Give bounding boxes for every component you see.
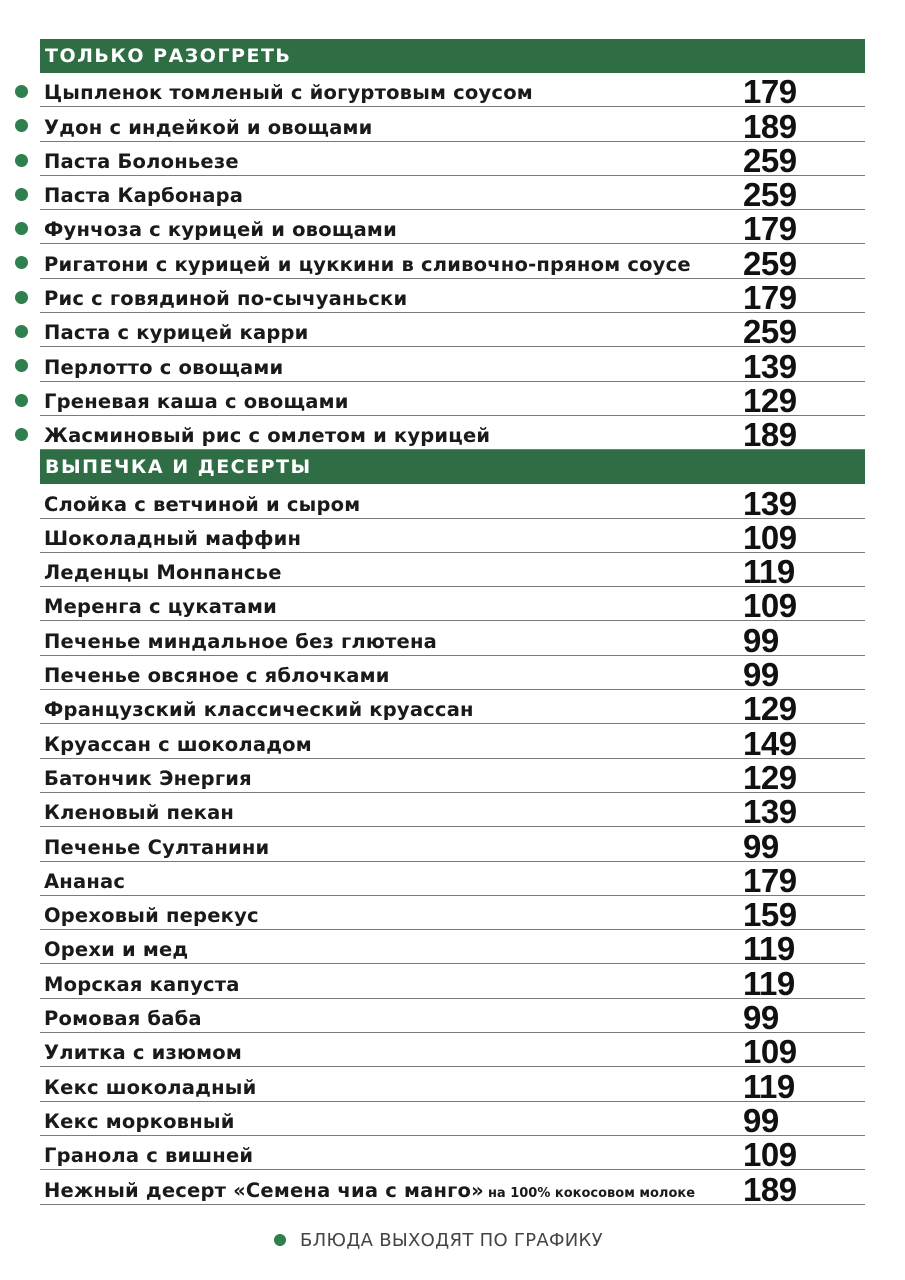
item-name-text: Кекс морковный (44, 1109, 235, 1133)
footer-text: БЛЮДА ВЫХОДЯТ ПО ГРАФИКУ (300, 1229, 603, 1251)
menu-item-row (40, 1170, 865, 1208)
menu-item-row (40, 210, 865, 248)
item-price: 149 (743, 724, 797, 762)
item-name (44, 321, 309, 344)
item-name-text: Орехи и мед (44, 938, 189, 962)
menu-item-row (40, 107, 865, 145)
menu-item-row (40, 553, 865, 591)
item-name-text: Кленовый пекан (44, 801, 235, 825)
menu-item-row (40, 416, 865, 454)
menu-item-row (40, 484, 865, 522)
item-name (44, 287, 407, 310)
item-name-text: Печенье овсяное с яблочками (44, 664, 390, 688)
menu-item-row (40, 587, 865, 625)
item-name (44, 973, 240, 996)
item-name-text: Батончик Энергия (44, 766, 252, 790)
schedule-dot-icon (15, 325, 28, 338)
item-name (44, 801, 234, 824)
menu-item-row (40, 930, 865, 968)
schedule-dot-icon (15, 291, 28, 304)
item-name-text: Печенье Султанини (44, 835, 270, 859)
item-price: 189 (743, 416, 797, 454)
schedule-dot-icon (15, 222, 28, 235)
item-name-text: Жасминовый рис с омлетом и курицей (44, 424, 491, 448)
item-name-text: Удон с индейкой и овощами (44, 115, 373, 139)
item-name (44, 664, 390, 687)
menu-item-row (40, 1101, 865, 1139)
menu-item-row (40, 1136, 865, 1174)
schedule-dot-icon (15, 359, 28, 372)
item-price: 189 (743, 107, 797, 145)
item-name (44, 1144, 253, 1167)
item-name (44, 150, 239, 173)
item-name (44, 356, 283, 379)
item-name (44, 767, 252, 790)
section-header: ВЫПЕЧКА И ДЕСЕРТЫ (40, 450, 865, 484)
menu-item-row (40, 1033, 865, 1071)
item-price: 139 (743, 347, 797, 385)
item-name-text: Ригатони с курицей и цуккини в сливочно-пряном соусе (44, 252, 691, 276)
menu-item-row (40, 176, 865, 214)
item-price: 139 (743, 484, 797, 522)
item-price: 99 (743, 999, 779, 1037)
item-name-text: Ромовая баба (44, 1007, 202, 1031)
section-header: ТОЛЬКО РАЗОГРЕТЬ (40, 39, 865, 73)
footer-legend (274, 1228, 603, 1252)
item-price: 159 (743, 896, 797, 934)
item-name-text: Рис с говядиной по-сычуаньски (44, 287, 408, 311)
menu-item-row (40, 279, 865, 317)
item-name-text: Ананас (44, 869, 126, 893)
item-price: 259 (743, 141, 797, 179)
item-name-text: Круассан с шоколадом (44, 732, 312, 756)
menu-item-row (40, 621, 865, 659)
item-price: 259 (743, 176, 797, 214)
item-name-text: Гранола с вишней (44, 1144, 254, 1168)
item-name-text: Леденцы Монпансье (44, 561, 282, 585)
schedule-dot-icon (15, 428, 28, 441)
item-name (44, 81, 533, 104)
item-name (44, 1076, 256, 1099)
item-name (44, 595, 277, 618)
item-price: 109 (743, 1033, 797, 1071)
item-note: на 100% кокосовом молоке (487, 1185, 696, 1201)
menu-item-row (40, 141, 865, 179)
item-price: 99 (743, 621, 779, 659)
item-name (44, 1179, 695, 1202)
item-name-text: Меренга с цукатами (44, 595, 277, 619)
item-price: 129 (743, 381, 797, 419)
item-price: 99 (743, 1101, 779, 1139)
item-price: 119 (743, 553, 795, 591)
item-price: 179 (743, 210, 797, 248)
menu (40, 39, 865, 1208)
item-name (44, 904, 259, 927)
item-price: 189 (743, 1170, 797, 1208)
item-price: 179 (743, 279, 797, 317)
item-name-text: Печенье миндальное без глютена (44, 629, 438, 653)
item-name (44, 493, 360, 516)
menu-item-row (40, 964, 865, 1002)
schedule-dot-icon (15, 188, 28, 201)
item-name-text: Цыпленок томленый с йогуртовым соусом (44, 81, 533, 105)
item-name (44, 390, 349, 413)
menu-item-row (40, 827, 865, 865)
item-price: 109 (743, 1136, 797, 1174)
item-name (44, 630, 437, 653)
item-price: 99 (743, 656, 779, 694)
menu-item-row (40, 656, 865, 694)
item-name (44, 424, 490, 447)
schedule-dot-icon (15, 85, 28, 98)
item-name (44, 184, 243, 207)
item-name-text: Шоколадный маффин (44, 526, 302, 550)
item-name (44, 1041, 242, 1064)
menu-item-row (40, 73, 865, 111)
menu-item-row (40, 244, 865, 282)
item-price: 139 (743, 793, 797, 831)
item-name (44, 1110, 235, 1133)
item-price: 129 (743, 690, 797, 728)
item-price: 129 (743, 758, 797, 796)
item-name-text: Кекс шоколадный (44, 1075, 257, 1099)
item-price: 179 (743, 861, 797, 899)
menu-item-row (40, 1067, 865, 1105)
item-name (44, 698, 474, 721)
schedule-dot-icon (274, 1234, 286, 1246)
item-price: 119 (743, 1067, 795, 1105)
item-name-text: Нежный десерт «Семена чиа с манго» (44, 1178, 484, 1202)
menu-item-row (40, 758, 865, 796)
menu-item-row (40, 724, 865, 762)
item-name-text: Улитка с изюмом (44, 1041, 243, 1065)
item-price: 179 (743, 73, 797, 111)
menu-item-row (40, 518, 865, 556)
item-name (44, 733, 312, 756)
menu-item-row (40, 896, 865, 934)
item-price: 119 (743, 964, 795, 1002)
item-name (44, 218, 397, 241)
item-name-text: Перлотто с овощами (44, 355, 284, 379)
menu-item-row (40, 793, 865, 831)
item-name (44, 527, 301, 550)
item-price: 119 (743, 930, 795, 968)
item-name-text: Паста Болоньезе (44, 149, 239, 173)
item-name (44, 836, 269, 859)
menu-item-row (40, 690, 865, 728)
item-name-text: Паста с курицей карри (44, 321, 309, 345)
item-name-text: Морская капуста (44, 972, 240, 996)
schedule-dot-icon (15, 394, 28, 407)
menu-item-row (40, 861, 865, 899)
schedule-dot-icon (15, 119, 28, 132)
item-price: 99 (743, 827, 779, 865)
item-name (44, 116, 373, 139)
item-price: 109 (743, 518, 797, 556)
item-name-text: Французский классический круассан (44, 698, 474, 722)
item-name-text: Ореховый перекус (44, 904, 259, 928)
item-name-text: Слойка с ветчиной и сыром (44, 492, 361, 516)
item-price: 259 (743, 244, 797, 282)
schedule-dot-icon (15, 256, 28, 269)
item-name (44, 1007, 202, 1030)
item-name-text: Фунчоза с курицей и овощами (44, 218, 397, 242)
menu-item-row (40, 347, 865, 385)
item-name-text: Греневая каша с овощами (44, 389, 349, 413)
menu-item-row (40, 313, 865, 351)
item-name (44, 561, 282, 584)
item-name (44, 938, 188, 961)
item-name (44, 870, 125, 893)
item-name (44, 253, 691, 276)
item-price: 109 (743, 587, 797, 625)
item-name-text: Паста Карбонара (44, 184, 244, 208)
schedule-dot-icon (15, 154, 28, 167)
menu-item-row (40, 381, 865, 419)
item-price: 259 (743, 313, 797, 351)
menu-item-row (40, 999, 865, 1037)
